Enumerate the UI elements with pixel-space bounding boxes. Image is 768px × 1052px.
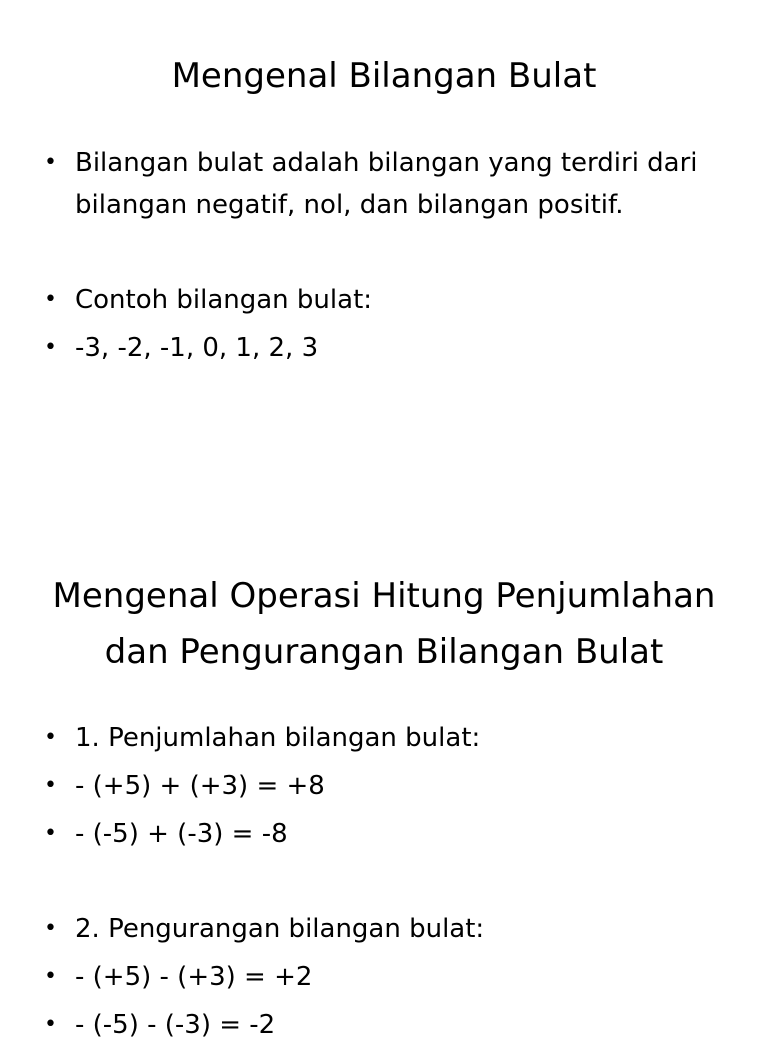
- bullet-item: [44, 1004, 728, 1046]
- bullet-item: [44, 327, 728, 369]
- slide-2: [0, 512, 768, 1040]
- bullet-text: - (+5) - (+3) = +2: [75, 962, 313, 992]
- slide-1-bullet-list: [44, 142, 728, 375]
- bullet-icon: •: [44, 821, 57, 846]
- bullet-text: -3, -2, -1, 0, 1, 2, 3: [75, 333, 319, 363]
- bullet-item: [44, 908, 728, 950]
- bullet-text: 2. Pengurangan bilangan bulat:: [75, 914, 485, 944]
- bullet-text: - (-5) - (-3) = -2: [75, 1010, 276, 1040]
- bullet-icon: •: [44, 335, 57, 360]
- bullet-text: - (+5) + (+3) = +8: [75, 771, 325, 801]
- slide-1: [0, 0, 768, 512]
- slide-2-bullet-list: [44, 717, 728, 1052]
- slide-2-title: Mengenal Operasi Hitung Penjumlahan dan Pengurangan Bilangan Bulat: [52, 576, 716, 672]
- bullet-icon: •: [44, 773, 57, 798]
- bullet-icon: •: [44, 287, 57, 312]
- bullet-item: [44, 765, 728, 807]
- bullet-icon: •: [44, 964, 57, 989]
- bullet-icon: •: [44, 1012, 57, 1037]
- bullet-icon: •: [44, 725, 57, 750]
- bullet-text: Contoh bilangan bulat:: [75, 285, 373, 315]
- bullet-text: - (-5) + (-3) = -8: [75, 819, 288, 849]
- bullet-text: 1. Penjumlahan bilangan bulat:: [75, 723, 481, 753]
- bullet-item: [44, 279, 728, 321]
- bullet-item: [44, 142, 728, 226]
- bullet-text: Bilangan bulat adalah bilangan yang terdiri dari bilangan negatif, nol, dan bilangan positif.: [75, 148, 698, 220]
- bullet-item: [44, 813, 728, 855]
- slide-1-title: Mengenal Bilangan Bulat: [171, 56, 597, 96]
- bullet-item: [44, 717, 728, 759]
- bullet-item: [44, 956, 728, 998]
- bullet-icon: •: [44, 150, 57, 175]
- bullet-icon: •: [44, 916, 57, 941]
